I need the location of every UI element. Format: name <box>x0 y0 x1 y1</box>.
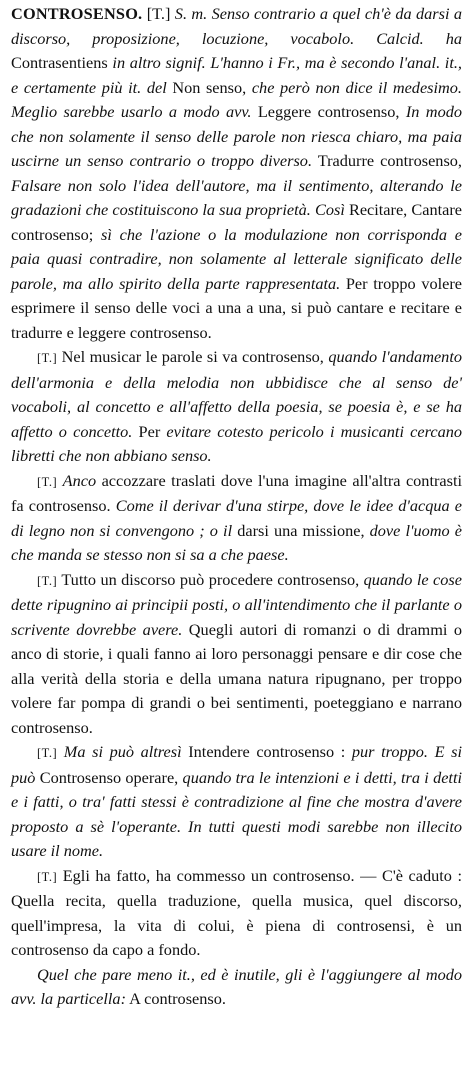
example-phrase: Controsenso operare, <box>39 767 179 787</box>
entry-main-paragraph <box>11 2 462 345</box>
example-gloss: Falsare non solo l'idea dell'autore, ma il sentimento, alterando le gradazioni che costituiscono la sua proprietà. Così <box>11 175 462 219</box>
example-phrase: darsi una missione, <box>237 520 365 540</box>
example-gloss: evitare cotesto pericolo i musicanti cercano libretti che non abbiano senso. <box>11 421 462 465</box>
example-sentence: accozzare traslati dove l'una imagine all'altra contrasti fa controsenso. <box>11 470 463 515</box>
cross-reference: Non senso, <box>172 77 247 97</box>
example-phrase: Recitare, Cantare controsenso; <box>11 200 462 244</box>
example-sentence: Egli ha fatto, ha commesso un controsenso. — C'è caduto : Quella recita, quella traduzione, quella musica, quel discorso, quell'impresa, la vita di colui, è piena di controsensi, è un controsenso da capo a fondo. <box>11 865 462 959</box>
example-gloss: Anco <box>62 470 97 490</box>
paragraph-4 <box>11 740 462 864</box>
paragraph-tag: [T.] <box>37 573 58 588</box>
definition-note: in altro signif. L'hanno i Fr., ma è secondo l'anal. it., e certamente più it. del <box>11 53 462 97</box>
paragraph-1 <box>11 345 462 469</box>
example-gloss: In modo che non solamente il senso delle parole non riesca chiaro, ma paia uscirne un senso contrario o troppo diverso. <box>11 102 462 170</box>
example-phrase: Intendere controsenso : <box>188 742 346 761</box>
paragraph-6 <box>11 963 462 1012</box>
definition-note: che però non dice il medesimo. Meglio sarebbe usarlo a modo avv. <box>11 77 462 121</box>
example-gloss: quando l'andamento dell'armonia e della melodia non ubbidisce che al senso de' vocaboli, al concetto e all'affetto della poesia, se poesia è, e se ha affetto o concetto. <box>11 347 462 441</box>
example-phrase: Tutto un discorso può procedere controsenso, <box>61 569 360 589</box>
paragraph-tag: [T.] <box>37 746 58 760</box>
entry-tag: [T.] <box>146 4 171 23</box>
example-phrase: Tradurre controsenso, <box>317 151 462 170</box>
example-phrase: A controsenso. <box>129 989 226 1008</box>
paragraph-2 <box>11 469 462 568</box>
paragraph-tag: [T.] <box>37 474 58 489</box>
example-sentence: Quegli autori di romanzi o di drammi o anco di storie, i quali fanno ai loro personaggi pensare e dir cose che alla verità della storia e della umana natura ripugnano, per troppo volere far pompa di grandi o bei sentimenti, poeteggiano e narrano controsenso. <box>11 619 462 737</box>
example-gloss: Come il derivar d'una stirpe, <box>115 496 309 515</box>
example-gloss: Ma si può altresì <box>63 742 182 761</box>
paragraph-tag: [T.] <box>37 351 58 365</box>
example-phrase: Leggere controsenso, <box>257 102 400 121</box>
example-gloss: quando tra le intenzioni e i detti, tra i detti e i fatti, o tra' fatti stessi è contradizione al fine che mostra d'avere proposto a sè l'operante. In tutti questi modi sarebbe non illecito usare il nome. <box>11 767 463 860</box>
grammar-label: S. m. <box>174 4 208 23</box>
example-sentence: Per troppo volere esprimere il senso delle voci a una a una, si può cantare e recitare e tradurre e leggere controsenso. <box>11 273 463 342</box>
paragraph-5 <box>11 864 462 963</box>
example-gloss: dove l'uomo è che manda se stesso non si sa a che paese. <box>11 520 462 564</box>
example-gloss: pur troppo. E si può <box>11 742 463 787</box>
headword: CONTROSENSO. <box>11 4 143 23</box>
example-phrase: Nel musicar le parole si va controsenso, <box>61 347 324 366</box>
example-gloss: dove le idee d'acqua e di legno non si convengono ; o il <box>11 496 463 540</box>
example-gloss: quando le cose dette ripugnino ai principii posti, o all'intendimento che il parlante o scrivente dovrebbe avere. <box>11 569 462 639</box>
definition: Senso contrario a quel ch'è da darsi a discorso, proposizione, locuzione, vocabolo. Calcid. ha <box>11 4 463 48</box>
paragraph-tag: [T.] <box>37 869 58 884</box>
example-gloss: sì che l'azione o la modulazione non corrisponda e paia quasi contradire, non solamente al letterale significato delle parole, ma allo spirito della parte rappresentata. <box>11 224 462 293</box>
paragraph-3 <box>11 568 462 741</box>
citation-term: Contrasentiens <box>11 53 108 72</box>
usage-note: Quel che pare meno it., ed è inutile, gli è l'aggiungere al modo avv. la particella: <box>11 964 462 1008</box>
example-text: Per <box>138 421 161 441</box>
